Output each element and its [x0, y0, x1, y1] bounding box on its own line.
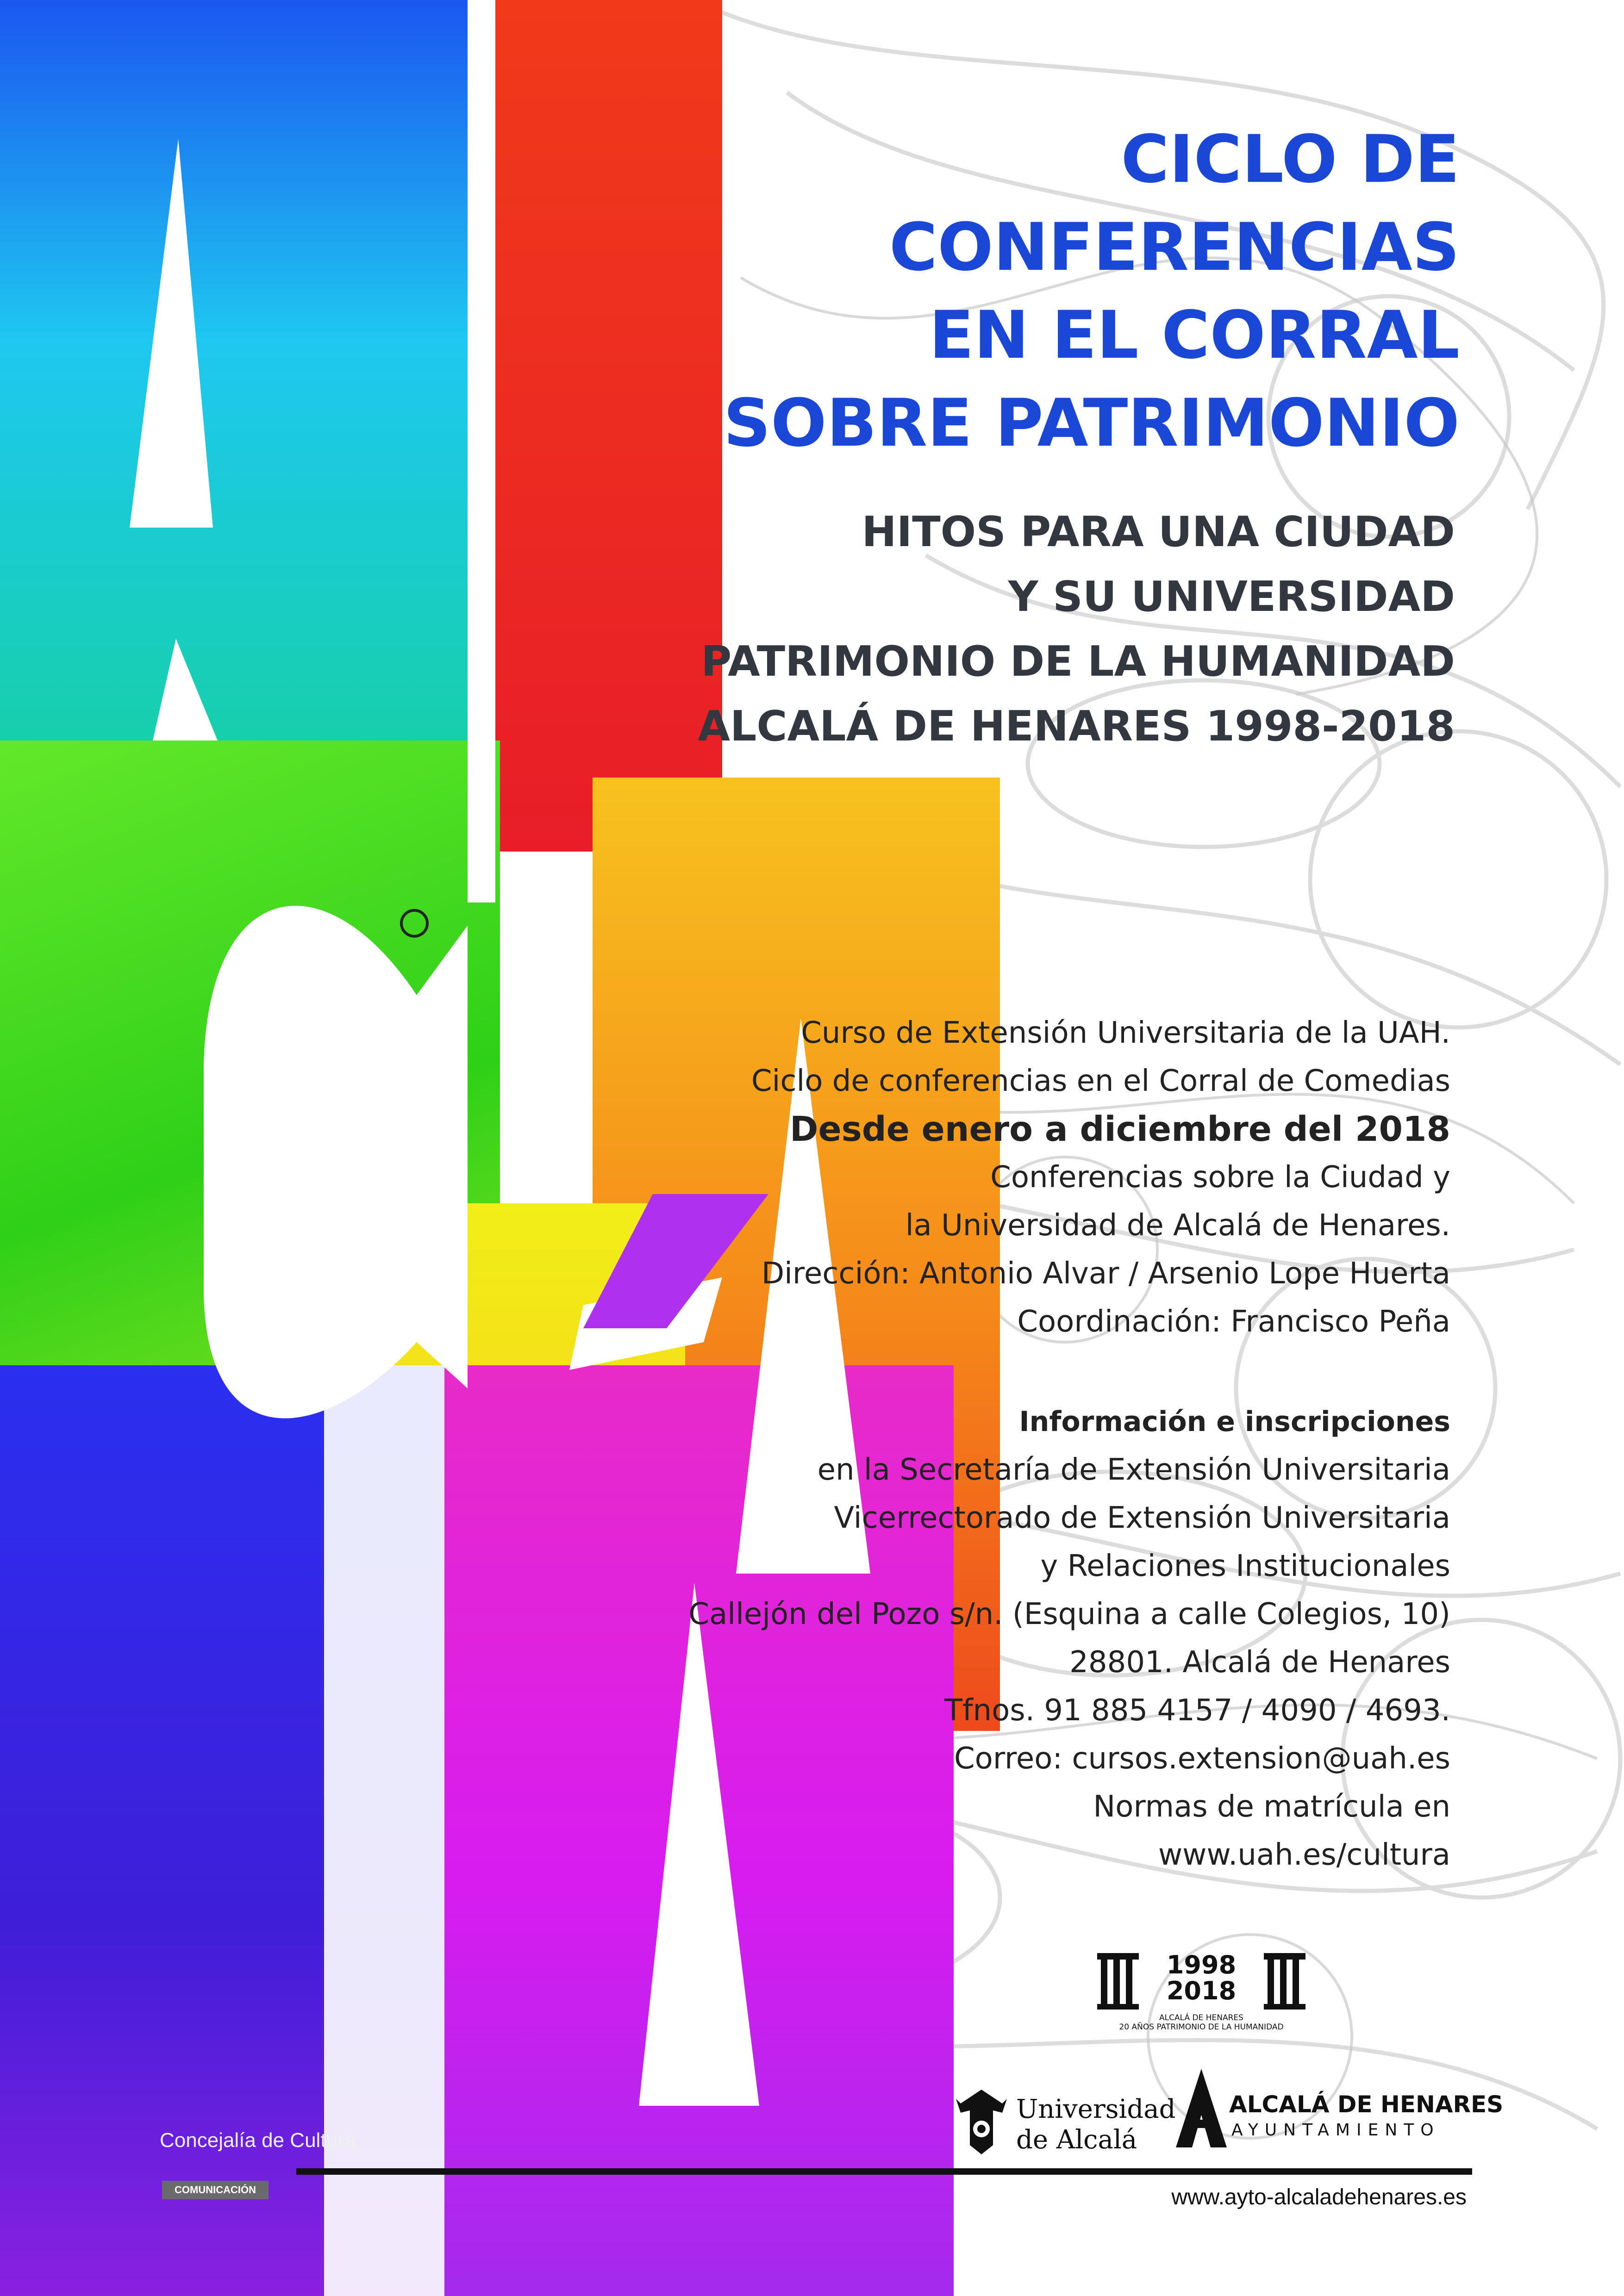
course-info [751, 1009, 1450, 1346]
contact-email[interactable]: Correo: cursos.extension@uah.es [954, 1742, 1450, 1776]
ayuntamiento-label: AYUNTAMIENTO [1231, 2121, 1440, 2140]
course-line-2: Ciclo de conferencias en el Corral de Comedias [751, 1064, 1450, 1098]
uah-name-line-1: Universidad [1016, 2094, 1176, 2124]
contact-heading: Información e inscripciones [1019, 1406, 1450, 1438]
contact-line-2: Vicerrectorado de Extensión Universitaria [834, 1501, 1450, 1535]
ayuntamiento-logo [1176, 2069, 1504, 2152]
contact-rules: Normas de matrícula en [1093, 1790, 1450, 1824]
uah-name-line-2: de Alcalá [1016, 2125, 1137, 2155]
contact-web[interactable]: www.uah.es/cultura [1158, 1838, 1450, 1872]
course-direction: Dirección: Antonio Alvar / Arsenio Lope Huerta [761, 1257, 1450, 1291]
footer-url[interactable]: www.ayto-alcaladehenares.es [1171, 2185, 1467, 2209]
subtitle-line-2: Y SU UNIVERSIDAD [1008, 572, 1455, 621]
contact-line-3: y Relaciones Institucionales [1040, 1549, 1450, 1583]
course-line-3: Conferencias sobre la Ciudad y [990, 1160, 1450, 1195]
title-line-2: CONFERENCIAS [889, 209, 1460, 286]
contact-line-1: en la Secretaría de Extensión Universitaria [817, 1453, 1450, 1487]
anniversary-year-start: 1998 [1166, 1950, 1237, 1979]
contact-phones: Tfnos. 91 885 4157 / 4090 / 4693. [944, 1693, 1450, 1728]
ayuntamiento-name: ALCALÁ DE HENARES [1229, 2091, 1504, 2118]
comunicacion-badge: COMUNICACIÓN [162, 2181, 269, 2199]
ayuntamiento-a-icon [1176, 2069, 1227, 2147]
title-line-4: SOBRE PATRIMONIO [723, 385, 1460, 461]
footer-divider [296, 2168, 1472, 2175]
event-title [724, 116, 1460, 467]
title-line-3: EN EL CORRAL [929, 297, 1460, 373]
anniversary-caption-1: ALCALÁ DE HENARES [1159, 2013, 1243, 2022]
course-dates: Desde enero a diciembre del 2018 [790, 1109, 1450, 1149]
concejalia-label: Concejalía de Cultura [160, 2129, 356, 2152]
uah-crest-icon [951, 2085, 1012, 2164]
subtitle-line-3: PATRIMONIO DE LA HUMANIDAD [701, 637, 1455, 686]
event-subtitle [698, 500, 1455, 759]
anniversary-logo [1093, 1944, 1310, 2036]
course-line-4: la Universidad de Alcalá de Henares. [905, 1208, 1450, 1243]
anniversary-caption-2: 20 AÑOS PATRIMONIO DE LA HUMANIDAD [1119, 2022, 1284, 2032]
contact-city: 28801. Alcalá de Henares [1069, 1645, 1450, 1680]
course-coordination: Coordinación: Francisco Peña [1017, 1305, 1450, 1339]
course-line-1: Curso de Extensión Universitaria de la UAH. [801, 1016, 1450, 1050]
anniversary-year-end: 2018 [1166, 1976, 1237, 2005]
subtitle-line-4: ALCALÁ DE HENARES 1998-2018 [698, 702, 1455, 751]
uah-logo [951, 2085, 1176, 2164]
contact-info [688, 1398, 1450, 1879]
subtitle-line-1: HITOS PARA UNA CIUDAD [862, 508, 1455, 556]
title-line-1: CICLO DE [1121, 121, 1460, 198]
contact-address: Callejón del Pozo s/n. (Esquina a calle Colegios, 10) [688, 1597, 1450, 1631]
